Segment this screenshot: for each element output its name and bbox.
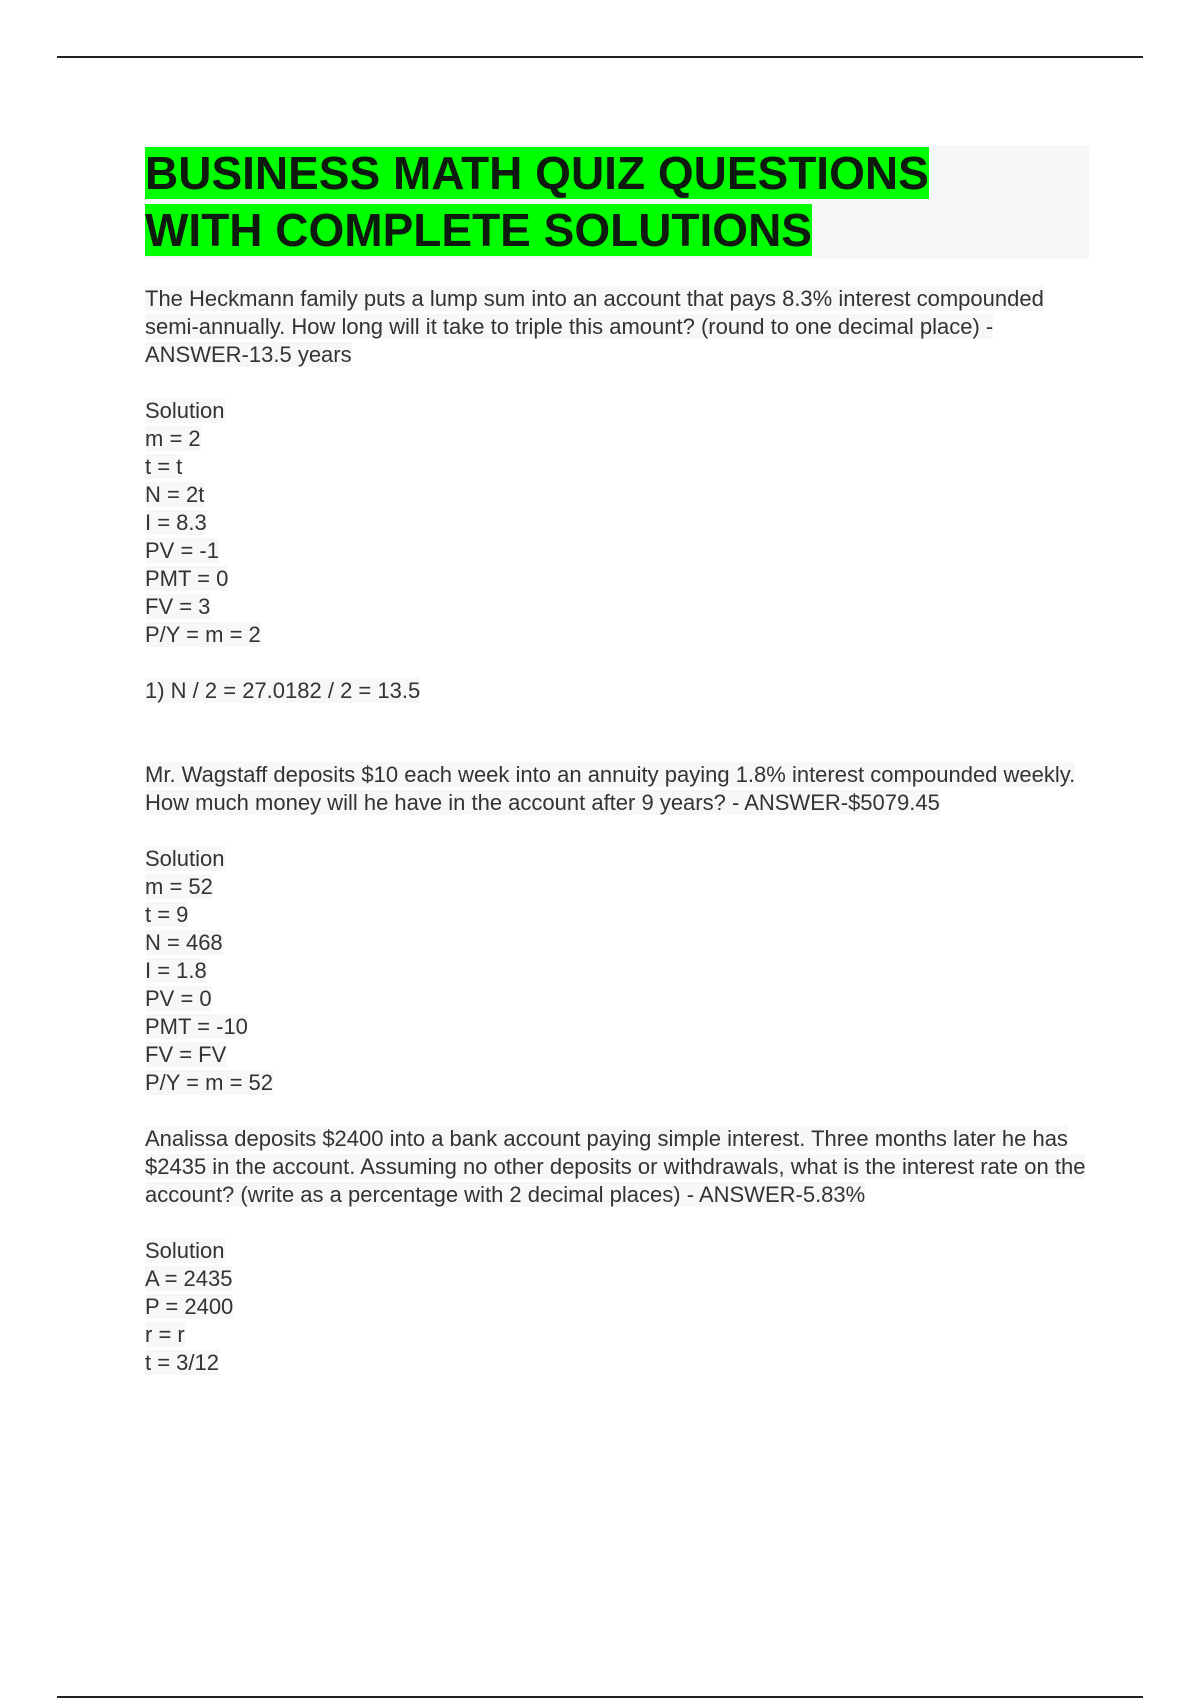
solution-heading: Solution	[145, 846, 225, 871]
title-block	[145, 145, 1089, 259]
solution-calculation: 1) N / 2 = 27.0182 / 2 = 13.5	[145, 678, 421, 703]
solution-line: FV = 3	[145, 594, 211, 619]
solution-line: m = 2	[145, 426, 201, 451]
solution-line: P/Y = m = 2	[145, 622, 261, 647]
question-3	[145, 1125, 1089, 1209]
solution-heading: Solution	[145, 398, 225, 423]
solution-3	[145, 1237, 1089, 1377]
solution-line: PMT = -10	[145, 1014, 248, 1039]
top-rule	[57, 56, 1143, 58]
solution-line: I = 8.3	[145, 510, 207, 535]
question-2	[145, 761, 1089, 817]
solution-line: N = 468	[145, 930, 223, 955]
solution-line: r = r	[145, 1322, 185, 1347]
bottom-rule	[57, 1696, 1143, 1698]
solution-heading: Solution	[145, 1238, 225, 1263]
solution-line: PMT = 0	[145, 566, 229, 591]
solution-line: t = t	[145, 454, 183, 479]
solution-line: A = 2435	[145, 1266, 233, 1291]
solution-line: m = 52	[145, 874, 213, 899]
solution-line: N = 2t	[145, 482, 205, 507]
solution-line: t = 9	[145, 902, 189, 927]
question-text: Mr. Wagstaff deposits $10 each week into an annuity paying 1.8% interest compounded weekly. How much money will he have in the account after 9 years? - ANSWER-$5079.45	[145, 762, 1076, 815]
title-line-1: BUSINESS MATH QUIZ QUESTIONS	[145, 147, 929, 199]
solution-1	[145, 397, 1089, 705]
solution-line: PV = 0	[145, 986, 212, 1011]
solution-2	[145, 845, 1089, 1097]
question-text: Analissa deposits $2400 into a bank account paying simple interest. Three months later he has $2435 in the account. Assuming no other deposits or withdrawals, what is the interest rate on the account? (write as a percentage with 2 decimal places) - ANSWER-5.83%	[145, 1126, 1086, 1207]
solution-line: t = 3/12	[145, 1350, 220, 1375]
title-line-2: WITH COMPLETE SOLUTIONS	[145, 204, 812, 256]
solution-line: I = 1.8	[145, 958, 207, 983]
solution-line: FV = FV	[145, 1042, 227, 1067]
document-title	[145, 145, 1089, 259]
question-1	[145, 285, 1089, 369]
solution-line: P/Y = m = 52	[145, 1070, 274, 1095]
document-body	[145, 145, 1089, 1377]
question-text: The Heckmann family puts a lump sum into an account that pays 8.3% interest compounded semi-annually. How long will it take to triple this amount? (round to one decimal place) - ANSWER-13.5 years	[145, 286, 1044, 367]
solution-line: PV = -1	[145, 538, 219, 563]
solution-line: P = 2400	[145, 1294, 234, 1319]
